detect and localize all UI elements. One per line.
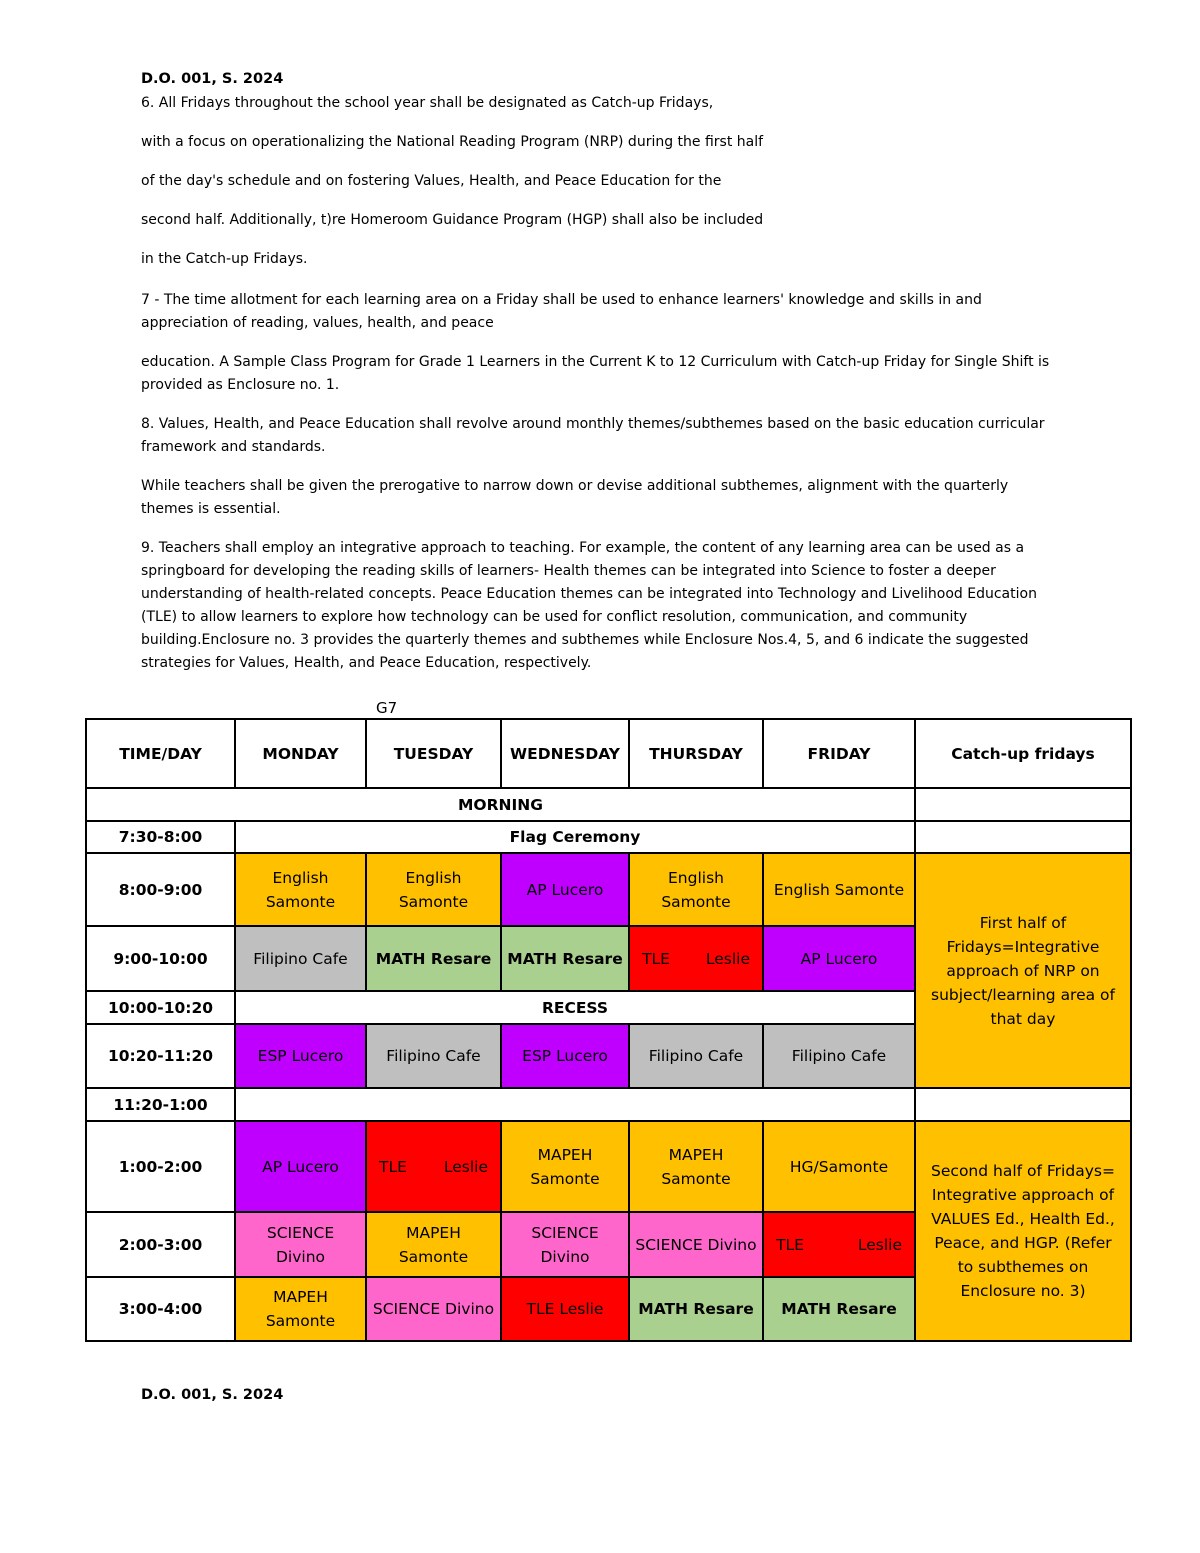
subject-label: TLE bbox=[642, 949, 670, 968]
time-cell: 9:00-10:00 bbox=[86, 926, 235, 991]
lunch-empty-cell bbox=[235, 1088, 915, 1121]
schedule-row-1 bbox=[86, 1121, 1131, 1212]
teacher-label: Leslie bbox=[857, 1235, 902, 1254]
class-cell: AP Lucero bbox=[763, 926, 915, 991]
paragraph-7a: 7 - The time allotment for each learning area on a Friday shall be used to enhance learners' knowledge and skills in and appreciation of reading, values, health, and peace bbox=[141, 292, 982, 331]
header-thursday: THURSDAY bbox=[629, 719, 763, 788]
document-body bbox=[141, 70, 1061, 675]
morning-row bbox=[86, 788, 1131, 821]
class-schedule-table bbox=[85, 718, 1132, 1342]
class-cell: MATH Resare bbox=[629, 1277, 763, 1341]
p6-line-1: 6. All Fridays throughout the school year shall be designated as Catch-up Fridays, bbox=[141, 95, 714, 111]
grade-label: G7 bbox=[376, 699, 398, 717]
class-cell: Filipino Cafe bbox=[629, 1024, 763, 1088]
p6-line-4: second half. Additionally, t)re Homeroom Guidance Program (HGP) shall also be included bbox=[141, 212, 764, 228]
header-catchup-fridays: Catch-up fridays bbox=[915, 719, 1131, 788]
class-cell: MATH Resare bbox=[763, 1277, 915, 1341]
p6-line-3: of the day's schedule and on fostering Values, Health, and Peace Education for the bbox=[141, 173, 722, 189]
class-cell: MAPEH Samonte bbox=[501, 1121, 629, 1212]
teacher-label: Leslie bbox=[705, 949, 750, 968]
header-tuesday: TUESDAY bbox=[366, 719, 501, 788]
class-cell: MAPEH Samonte bbox=[235, 1277, 366, 1341]
class-cell: SCIENCE Divino bbox=[629, 1212, 763, 1277]
doc-header: D.O. 001, S. 2024 bbox=[141, 71, 284, 87]
catchup-empty-cell bbox=[915, 821, 1131, 853]
class-cell: ESP Lucero bbox=[235, 1024, 366, 1088]
class-cell: MAPEH Samonte bbox=[629, 1121, 763, 1212]
class-cell: English Samonte bbox=[235, 853, 366, 926]
time-cell: 1:00-2:00 bbox=[86, 1121, 235, 1212]
class-cell: MATH Resare bbox=[366, 926, 501, 991]
subject-label: TLE bbox=[776, 1235, 804, 1254]
flag-ceremony-row bbox=[86, 821, 1131, 853]
class-cell: Filipino Cafe bbox=[763, 1024, 915, 1088]
morning-label: MORNING bbox=[86, 788, 915, 821]
class-cell: English Samonte bbox=[366, 853, 501, 926]
time-cell: 7:30-8:00 bbox=[86, 821, 235, 853]
time-cell: 11:20-1:00 bbox=[86, 1088, 235, 1121]
class-cell: MAPEH Samonte bbox=[366, 1212, 501, 1277]
class-cell: Filipino Cafe bbox=[235, 926, 366, 991]
catchup-empty-cell bbox=[915, 788, 1131, 821]
catchup-first-half: First half of Fridays=Integrative approach of NRP on subject/learning area of that day bbox=[915, 853, 1131, 1088]
class-cell: SCIENCE Divino bbox=[366, 1277, 501, 1341]
time-cell: 8:00-9:00 bbox=[86, 853, 235, 926]
time-cell: 2:00-3:00 bbox=[86, 1212, 235, 1277]
header-friday: FRIDAY bbox=[763, 719, 915, 788]
class-cell: HG/Samonte bbox=[763, 1121, 915, 1212]
schedule-row-8 bbox=[86, 853, 1131, 926]
subject-label: TLE bbox=[379, 1157, 407, 1176]
header-row bbox=[86, 719, 1131, 788]
class-cell: AP Lucero bbox=[235, 1121, 366, 1212]
class-cell bbox=[763, 1212, 915, 1277]
time-cell: 10:20-11:20 bbox=[86, 1024, 235, 1088]
catchup-empty-cell bbox=[915, 1088, 1131, 1121]
flag-ceremony-label: Flag Ceremony bbox=[235, 821, 915, 853]
header-wednesday: WEDNESDAY bbox=[501, 719, 629, 788]
header-time-day: TIME/DAY bbox=[86, 719, 235, 788]
class-cell: ESP Lucero bbox=[501, 1024, 629, 1088]
p6-line-5: in the Catch-up Fridays. bbox=[141, 251, 308, 267]
class-cell: Filipino Cafe bbox=[366, 1024, 501, 1088]
catchup-second-half: Second half of Fridays= Integrative approach of VALUES Ed., Health Ed., Peace, and HGP. (Refer to subthemes on Enclosure no. 3) bbox=[915, 1121, 1131, 1341]
class-cell: MATH Resare bbox=[501, 926, 629, 991]
paragraph-9: 9. Teachers shall employ an integrative approach to teaching. For example, the content of any learning area can be used as a springboard for developing the reading skills of learners- Health themes can be integrated into Science to foster a deeper understanding of health-related concepts. Peace Education themes can be integrated into Technology and Livelihood Education (TLE) to allow learners to explore how technology can be used for conflict resolution, communication, and community building.Enclosure no. 3 provides the quarterly themes and subthemes while Enclosure Nos.4, 5, and 6 indicate the suggested strategies for Values, Health, and Peace Education, respectively. bbox=[141, 540, 1037, 671]
time-cell: 3:00-4:00 bbox=[86, 1277, 235, 1341]
lunch-row bbox=[86, 1088, 1131, 1121]
class-cell bbox=[629, 926, 763, 991]
paragraph-7b: education. A Sample Class Program for Grade 1 Learners in the Current K to 12 Curriculum with Catch-up Friday for Single Shift is provided as Enclosure no. 1. bbox=[141, 354, 1050, 393]
class-cell: SCIENCE Divino bbox=[501, 1212, 629, 1277]
paragraph-8a: 8. Values, Health, and Peace Education shall revolve around monthly themes/subthemes based on the basic education curricular framework and standards. bbox=[141, 416, 1045, 455]
class-cell: SCIENCE Divino bbox=[235, 1212, 366, 1277]
header-monday: MONDAY bbox=[235, 719, 366, 788]
p6-line-2: with a focus on operationalizing the National Reading Program (NRP) during the first half bbox=[141, 134, 764, 150]
class-cell: English Samonte bbox=[629, 853, 763, 926]
time-cell: 10:00-10:20 bbox=[86, 991, 235, 1024]
recess-label: RECESS bbox=[235, 991, 915, 1024]
doc-footer: D.O. 001, S. 2024 bbox=[141, 1387, 284, 1403]
teacher-label: Leslie bbox=[443, 1157, 488, 1176]
class-cell: TLE Leslie bbox=[501, 1277, 629, 1341]
class-cell bbox=[366, 1121, 501, 1212]
paragraph-8b: While teachers shall be given the prerogative to narrow down or devise additional subthemes, alignment with the quarterly themes is essential. bbox=[141, 478, 1009, 517]
class-cell: AP Lucero bbox=[501, 853, 629, 926]
class-cell: English Samonte bbox=[763, 853, 915, 926]
